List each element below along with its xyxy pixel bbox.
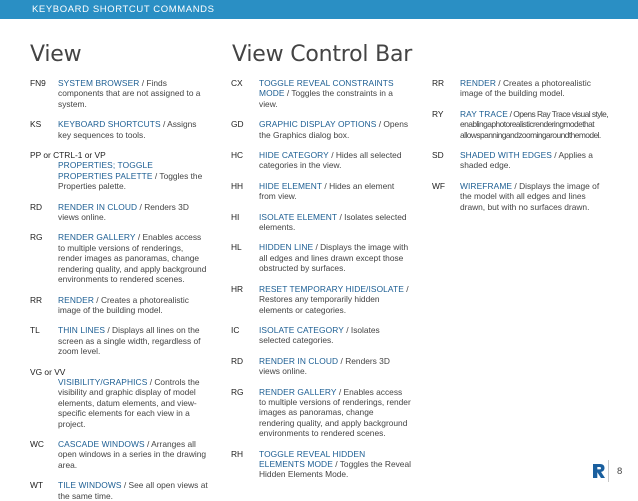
command-name: RESET TEMPORARY HIDE/ISOLATE	[259, 283, 404, 294]
command-name: TOGGLE REVEAL CONSTRAINTS MODE	[259, 78, 394, 99]
command-name: THIN LINES	[58, 325, 106, 336]
command-description: / Toggles the Properties palette.	[58, 170, 203, 192]
shortcut-description	[259, 449, 411, 480]
command-description: / Finds components that are not assigned to a system.	[58, 78, 201, 109]
shortcut-description	[259, 325, 411, 346]
command-name: RENDER	[460, 78, 496, 88]
command-description: / Restores any temporarily hidden elements or categories.	[259, 283, 409, 315]
command-name: HIDE CATEGORY	[259, 150, 329, 161]
command-name: RENDER GALLERY	[58, 232, 136, 243]
command-name: PROPERTIES; TOGGLE PROPERTIES PALETTE	[58, 160, 153, 181]
shortcut-key: WC	[30, 438, 44, 449]
shortcut-entry	[30, 232, 208, 284]
shortcut-description	[30, 377, 208, 429]
command-name: RENDER	[58, 294, 94, 305]
shortcut-key: HR	[231, 283, 244, 294]
shortcut-entry	[231, 284, 411, 315]
shortcut-column-control-bar-continued	[432, 78, 612, 212]
command-name: ISOLATE ELEMENT	[259, 211, 338, 222]
shortcut-description	[259, 119, 411, 140]
shortcut-key: TL	[30, 325, 40, 336]
command-description: / Creates a photorealistic image of the building model.	[460, 78, 591, 99]
shortcut-description	[259, 150, 411, 171]
command-name: VISIBILITY/GRAPHICS	[58, 376, 148, 387]
shortcut-entry	[30, 439, 208, 470]
command-description: / Displays all lines on the screen as a single width, regardless of zoom level.	[58, 325, 201, 357]
command-description: / See all open views at the same time.	[58, 480, 208, 501]
header-title: KEYBOARD SHORTCUT COMMANDS	[32, 4, 215, 15]
shortcut-description	[259, 78, 411, 109]
command-description: / Isolates selected categories.	[259, 324, 380, 346]
command-description: / Opens the Graphics dialog box.	[259, 119, 409, 140]
shortcut-description	[30, 160, 208, 191]
command-description: / Controls the visibility and graphic display of model elements, datum elements, and view-specific elements for each view in a project.	[58, 376, 200, 429]
shortcut-description	[460, 78, 612, 99]
shortcut-description	[460, 150, 612, 171]
shortcut-key: CX	[231, 78, 243, 88]
shortcut-key: HH	[231, 180, 244, 191]
shortcut-key: VG or VV	[30, 366, 66, 377]
command-description: / Renders 3D views online.	[58, 201, 189, 223]
shortcut-description	[259, 387, 411, 439]
shortcut-entry	[231, 242, 411, 273]
shortcut-entry	[30, 202, 208, 223]
command-name: HIDE ELEMENT	[259, 180, 323, 191]
command-description: / Toggles the Reveal Hidden Elements Mode.	[259, 458, 411, 480]
shortcut-entry	[432, 150, 612, 171]
command-name: RENDER IN CLOUD	[58, 201, 138, 212]
header-bar	[0, 0, 638, 19]
command-description: / Applies a shaded edge.	[460, 150, 593, 171]
shortcut-entry	[231, 212, 411, 233]
command-name: HIDDEN LINE	[259, 242, 314, 253]
shortcut-entry	[231, 325, 411, 346]
shortcut-entry	[432, 78, 612, 99]
shortcut-description	[259, 242, 411, 273]
command-description: / Enables access to multiple versions of renderings, render images as panoramas, change rendering quality, and apply background environments to rendered scenes.	[58, 232, 207, 285]
shortcut-key: WT	[30, 480, 44, 491]
shortcut-key: RD	[30, 201, 43, 212]
shortcut-key: RY	[432, 108, 444, 119]
page-number: 8	[617, 466, 623, 477]
shortcut-description	[259, 212, 411, 233]
footer-divider	[608, 460, 609, 482]
command-description: / Displays the image of the model with all edges and lines drawn, but with no surfaces drawn.	[460, 180, 600, 212]
command-name: ISOLATE CATEGORY	[259, 324, 344, 335]
shortcut-description	[58, 232, 208, 284]
command-description: / Arranges all open windows in a series in the drawing area.	[58, 438, 207, 470]
shortcut-description	[460, 109, 612, 140]
shortcut-key: RH	[231, 448, 244, 459]
shortcut-entry	[30, 150, 208, 192]
command-name: SHADED WITH EDGES	[460, 150, 552, 161]
shortcut-key: RR	[432, 78, 445, 88]
section-title-view-control-bar: View Control Bar	[232, 42, 413, 67]
shortcut-key: RR	[30, 294, 43, 305]
command-name: TILE WINDOWS	[58, 480, 122, 491]
command-name: RAY TRACE	[460, 108, 508, 119]
shortcut-description	[259, 181, 411, 202]
shortcut-column-view	[30, 78, 208, 501]
app-logo	[592, 463, 606, 484]
command-description: / Isolates selected elements.	[259, 211, 407, 233]
shortcut-key: GD	[231, 119, 244, 130]
shortcut-description	[460, 181, 612, 212]
command-description: / Enables access to multiple versions of renderings, render images as panoramas, change rendering quality, and apply background environments to rendered scenes.	[259, 386, 411, 439]
shortcut-entry	[231, 356, 411, 377]
shortcut-key: HI	[231, 211, 240, 222]
command-description: / Assigns key sequences to tools.	[58, 119, 197, 140]
shortcut-entry	[30, 480, 208, 501]
shortcut-description	[58, 325, 208, 356]
shortcut-key: HC	[231, 150, 244, 161]
shortcut-description	[259, 356, 411, 377]
shortcut-key: RD	[231, 355, 244, 366]
shortcut-key: RG	[231, 386, 244, 397]
shortcut-entry	[432, 109, 612, 140]
shortcut-key: PP or CTRL-1 or VP	[30, 150, 106, 161]
shortcut-description	[58, 78, 208, 109]
shortcut-description	[58, 202, 208, 223]
command-description: / Displays the image with all edges and lines drawn except those obstructed by surfaces.	[259, 242, 409, 274]
shortcut-description	[58, 295, 208, 316]
shortcut-entry	[231, 78, 411, 109]
command-description: / Hides all selected categories in the view.	[259, 150, 402, 171]
command-name: GRAPHIC DISPLAY OPTIONS	[259, 119, 377, 130]
shortcut-key: RG	[30, 232, 43, 243]
command-name: SYSTEM BROWSER	[58, 78, 140, 88]
command-description: / Opens Ray Trace visual style, enablingaphotorealisticrenderingmodethat allowspanningandzoomingaroundthemodel.	[460, 108, 609, 140]
command-name: TOGGLE REVEAL HIDDEN ELEMENTS MODE	[259, 448, 366, 469]
shortcut-entry	[30, 78, 208, 109]
shortcut-description	[58, 439, 208, 470]
shortcut-key: IC	[231, 324, 240, 335]
command-name: RENDER IN CLOUD	[259, 355, 339, 366]
shortcut-entry	[231, 119, 411, 140]
shortcut-description	[58, 119, 208, 140]
shortcut-entry	[231, 150, 411, 171]
command-name: WIREFRAME	[460, 180, 513, 191]
command-description: / Hides an element from view.	[259, 180, 395, 202]
shortcut-entry	[30, 325, 208, 356]
shortcut-key: SD	[432, 150, 444, 161]
shortcut-column-control-bar	[231, 78, 411, 480]
shortcut-entry	[231, 387, 411, 439]
shortcut-entry	[231, 449, 411, 480]
shortcut-key: WF	[432, 180, 446, 191]
shortcut-entry	[231, 181, 411, 202]
shortcut-key: FN9	[30, 78, 46, 88]
shortcut-description	[58, 480, 208, 501]
section-title-view: View	[30, 42, 82, 67]
shortcut-entry	[30, 367, 208, 429]
shortcut-entry	[30, 295, 208, 316]
shortcut-key: KS	[30, 119, 42, 130]
command-name: CASCADE WINDOWS	[58, 438, 145, 449]
command-description: / Creates a photorealistic image of the building model.	[58, 294, 189, 315]
command-description: / Renders 3D views online.	[259, 355, 390, 377]
shortcut-key: HL	[231, 242, 242, 253]
shortcut-description	[259, 284, 411, 315]
command-name: KEYBOARD SHORTCUTS	[58, 119, 161, 130]
shortcut-entry	[432, 181, 612, 212]
shortcut-entry	[30, 119, 208, 140]
command-name: RENDER GALLERY	[259, 386, 337, 397]
command-description: / Toggles the constraints in a view.	[259, 88, 393, 109]
